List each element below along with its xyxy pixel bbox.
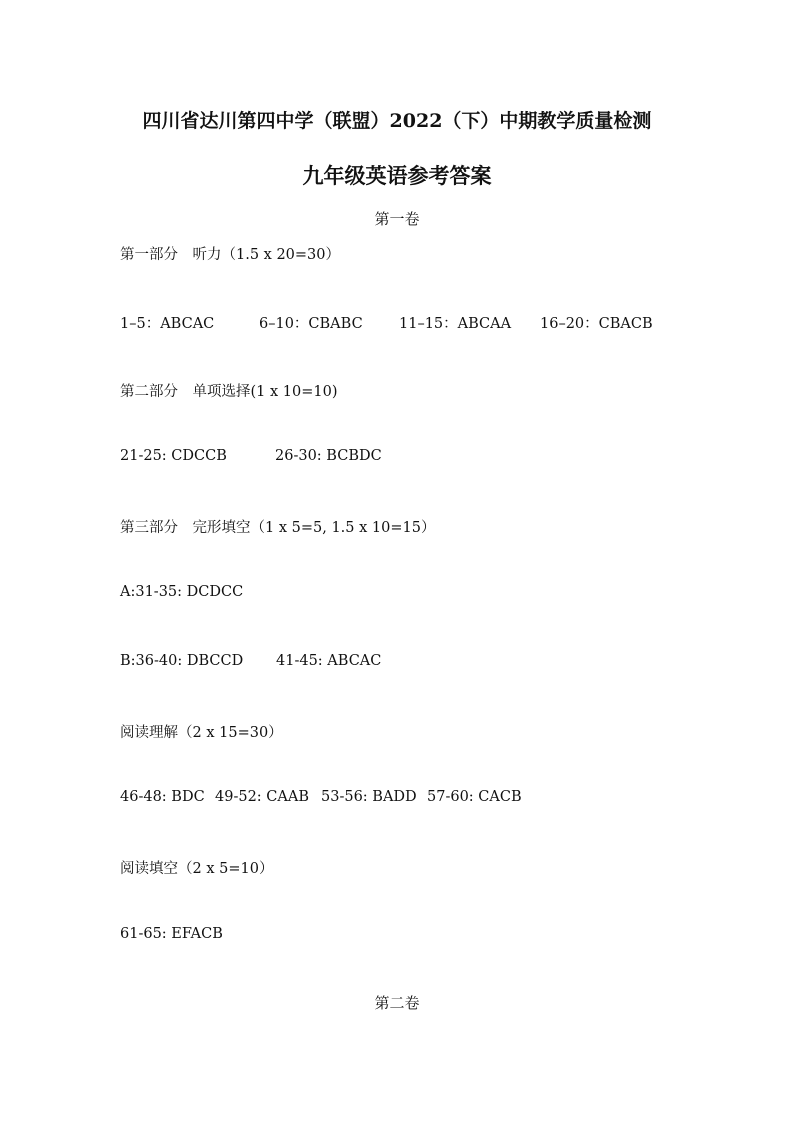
answers-row-cloze-b [120,653,382,717]
answer-group: 61-65: EFACB [120,926,223,942]
answers-row-cloze-a [120,584,244,632]
section-heading-single-choice: 第二部分 单项选择(1 x 10=10) [120,384,338,400]
answer-group: 57-60: CACB [427,789,522,805]
answer-group: 53-56: BADD [321,789,417,805]
answer-group: 46-48: BDC [120,789,205,805]
answer-group: B:36-40: DBCCD [120,653,244,669]
volume-1-label: 第一卷 [374,210,420,228]
answer-group: 21-25: CDCCB [120,448,227,464]
section-heading-reading-fill: 阅读填空（2 x 5=10） [120,861,274,877]
answer-group: 16–20：CBACB [540,316,653,332]
section-heading-listening: 第一部分 听力（1.5 x 20=30） [120,247,341,263]
answer-group: 6–10：CBABC [259,316,363,332]
section-heading-reading: 阅读理解（2 x 15=30） [120,725,283,741]
answers-row-single-choice [120,448,382,512]
answer-group: A:31-35: DCDCC [120,584,244,600]
answer-group: 41-45: ABCAC [276,653,382,669]
answer-group: 1–5：ABCAC [120,316,215,332]
exam-title: 四川省达川第四中学（联盟）2022（下）中期教学质量检测 [142,110,652,132]
volume-2-label: 第二卷 [374,994,420,1012]
answer-group: 11–15：ABCAA [399,316,512,332]
section-heading-cloze: 第三部分 完形填空（1 x 5=5, 1.5 x 10=15） [120,520,436,536]
answer-group: 26-30: BCBDC [275,448,382,464]
answers-row-reading-fill [120,926,223,974]
answer-group: 49-52: CAAB [215,789,309,805]
answer-key-title: 九年级英语参考答案 [302,163,492,188]
